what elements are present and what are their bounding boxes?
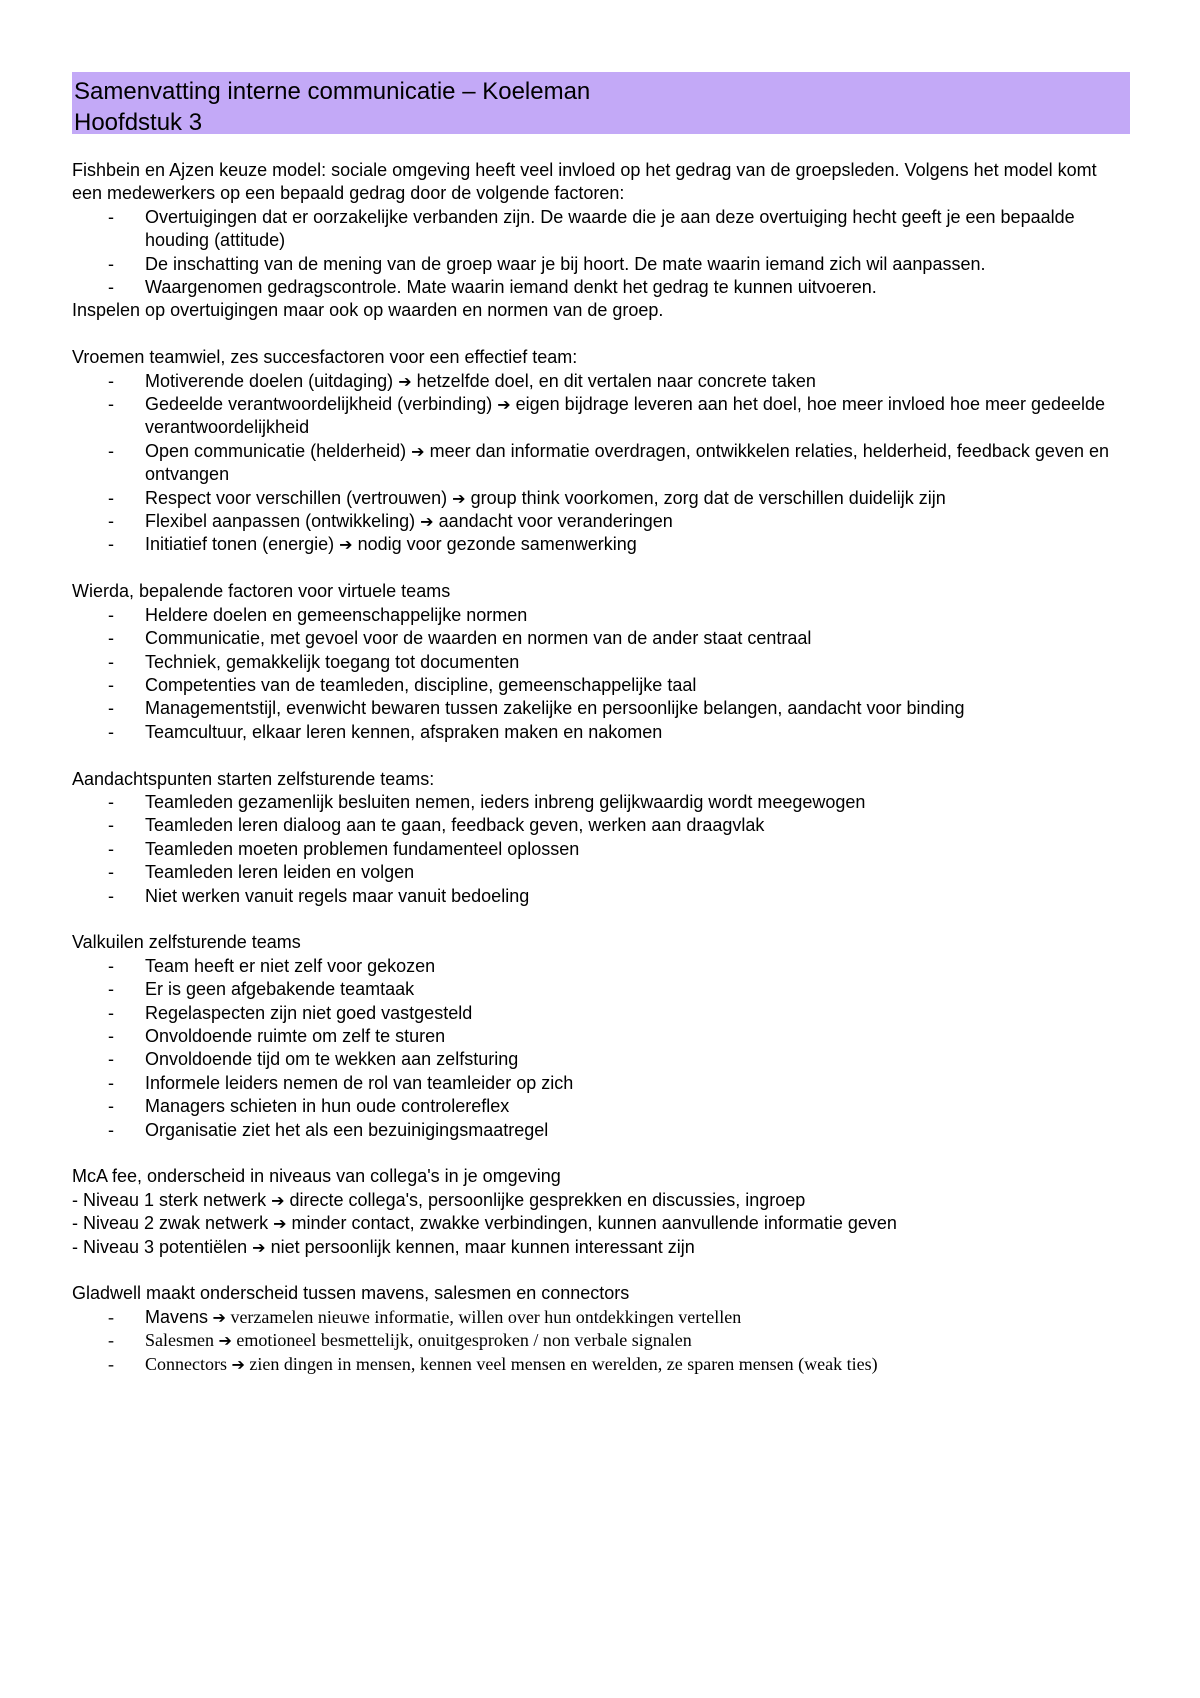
list-item: - Niet werken vanuit regels maar vanuit bedoeling — [72, 885, 1130, 908]
list-item: - Teamleden gezamenlijk besluiten nemen, ieders inbreng gelijkwaardig wordt meegewogen — [72, 791, 1130, 814]
bullet-list — [72, 370, 1130, 557]
list-item — [72, 370, 1130, 393]
list-item — [72, 1329, 1130, 1352]
item-lead: Mavens — [145, 1306, 209, 1327]
list-item: - Heldere doelen en gemeenschappelijke normen — [72, 604, 1130, 627]
section-intro: Wierda, bepalende factoren voor virtuele teams — [72, 581, 451, 602]
item-lead: - Niveau 1 sterk netwerk — [72, 1189, 267, 1210]
item-lead: - Niveau 3 potentiëlen — [72, 1236, 248, 1257]
arrow-icon: ➔ — [339, 535, 353, 555]
arrow-icon: ➔ — [212, 1307, 226, 1327]
item-lead: Respect voor verschillen (vertrouwen) — [145, 487, 448, 508]
item-rest: group think voorkomen, zorg dat de verschillen duidelijk zijn — [470, 487, 946, 508]
item-rest: nodig voor gezonde samenwerking — [357, 534, 637, 555]
list-item: - Waargenomen gedragscontrole. Mate waarin iemand denkt het gedrag te kunnen uitvoeren. — [72, 276, 1130, 299]
item-lead: Motiverende doelen (uitdaging) — [145, 370, 394, 391]
list-item: - Competenties van de teamleden, discipline, gemeenschappelijke taal — [72, 674, 1130, 697]
item-rest: aandacht voor veranderingen — [438, 511, 673, 532]
section-intro: McA fee, onderscheid in niveaus van collega's in je omgeving — [72, 1166, 561, 1187]
section-gladwell — [72, 1282, 1130, 1376]
list-item — [72, 1306, 1130, 1329]
section-intro: Valkuilen zelfsturende teams — [72, 932, 301, 953]
item-rest: verzamelen nieuwe informatie, willen over hun ontdekkingen vertellen — [230, 1306, 742, 1327]
list-item: - Managers schieten in hun oude controlereflex — [72, 1095, 1130, 1118]
section-valkuilen — [72, 931, 1130, 1142]
item-lead: Open communicatie (helderheid) — [145, 440, 407, 461]
list-item: - Informele leiders nemen de rol van teamleider op zich — [72, 1072, 1130, 1095]
section-vroemen — [72, 346, 1130, 557]
item-rest: zien dingen in mensen, kennen veel mensen en werelden, ze sparen mensen (weak ties) — [249, 1353, 878, 1374]
list-item — [72, 440, 1130, 487]
item-rest: hetzelfde doel, en dit vertalen naar concrete taken — [416, 370, 816, 391]
item-rest: directe collega's, persoonlijke gesprekken en discussies, ingroep — [289, 1189, 806, 1210]
document-page — [72, 72, 1130, 1399]
section-fishbein — [72, 159, 1130, 323]
arrow-icon: ➔ — [420, 512, 434, 532]
list-item: - Teamleden leren leiden en volgen — [72, 861, 1130, 884]
section-intro: Fishbein en Ajzen keuze model: sociale omgeving heeft veel invloed op het gedrag van de groepsleden. Volgens het model komt een medewerkers op een bepaald gedrag door de volgende factoren: — [72, 160, 1097, 204]
list-item: - Communicatie, met gevoel voor de waarden en normen van de ander staat centraal — [72, 627, 1130, 650]
list-item: - De inschatting van de mening van de groep waar je bij hoort. De mate waarin iemand zich wil aanpassen. — [72, 253, 1130, 276]
list-item: - Teamleden leren dialoog aan te gaan, feedback geven, werken aan draagvlak — [72, 814, 1130, 837]
list-item: - Overtuigingen dat er oorzakelijke verbanden zijn. De waarde die je aan deze overtuiging hecht geeft je een bepaalde houding (attitude) — [72, 206, 1130, 253]
item-lead: Gedeelde verantwoordelijkheid (verbinding) — [145, 394, 493, 415]
section-mcafee — [72, 1165, 1130, 1259]
list-item: - Managementstijl, evenwicht bewaren tussen zakelijke en persoonlijke belangen, aandacht voor binding — [72, 697, 1130, 720]
list-item: - Onvoldoende ruimte om zelf te sturen — [72, 1025, 1130, 1048]
item-lead: Salesmen — [145, 1330, 214, 1351]
title-box — [72, 72, 1130, 134]
arrow-icon: ➔ — [218, 1331, 232, 1351]
list-item: - Regelaspecten zijn niet goed vastgesteld — [72, 1002, 1130, 1025]
bullet-list — [72, 604, 1130, 744]
list-item: - Teamleden moeten problemen fundamenteel oplossen — [72, 838, 1130, 861]
level-line — [72, 1189, 1130, 1212]
section-intro: Aandachtspunten starten zelfsturende teams: — [72, 768, 435, 789]
list-item: - Organisatie ziet het als een bezuinigingsmaatregel — [72, 1119, 1130, 1142]
list-item — [72, 510, 1130, 533]
arrow-icon: ➔ — [497, 395, 511, 415]
arrow-icon: ➔ — [271, 1190, 285, 1210]
arrow-icon: ➔ — [411, 441, 425, 461]
bullet-list — [72, 1306, 1130, 1376]
document-title: Samenvatting interne communicatie – Koeleman — [74, 78, 591, 105]
item-lead: Flexibel aanpassen (ontwikkeling) — [145, 511, 416, 532]
item-lead: - Niveau 2 zwak netwerk — [72, 1213, 269, 1234]
arrow-icon: ➔ — [398, 371, 412, 391]
list-item — [72, 393, 1130, 440]
section-intro: Vroemen teamwiel, zes succesfactoren voor een effectief team: — [72, 347, 578, 368]
list-item: - Techniek, gemakkelijk toegang tot documenten — [72, 651, 1130, 674]
list-item: - Teamcultuur, elkaar leren kennen, afspraken maken en nakomen — [72, 721, 1130, 744]
list-item: - Er is geen afgebakende teamtaak — [72, 978, 1130, 1001]
bullet-list — [72, 955, 1130, 1142]
item-lead: Initiatief tonen (energie) — [145, 534, 335, 555]
list-item: - Onvoldoende tijd om te wekken aan zelfsturing — [72, 1048, 1130, 1071]
item-rest: emotioneel besmettelijk, onuitgesproken / non verbale signalen — [236, 1330, 692, 1351]
section-intro: Gladwell maakt onderscheid tussen mavens, salesmen en connectors — [72, 1283, 630, 1304]
item-rest: niet persoonlijk kennen, maar kunnen interessant zijn — [270, 1236, 695, 1257]
bullet-list — [72, 791, 1130, 908]
section-outro: Inspelen op overtuigingen maar ook op waarden en normen van de groep. — [72, 300, 664, 321]
chapter-title: Hoofdstuk 3 — [74, 109, 203, 136]
item-rest: minder contact, zwakke verbindingen, kunnen aanvullende informatie geven — [291, 1213, 897, 1234]
arrow-icon: ➔ — [452, 488, 466, 508]
section-wierda — [72, 580, 1130, 744]
arrow-icon: ➔ — [273, 1214, 287, 1234]
section-aandachtspunten — [72, 768, 1130, 908]
list-item — [72, 1353, 1130, 1376]
list-item — [72, 533, 1130, 556]
document-body — [72, 159, 1130, 1376]
item-rest: eigen bijdrage leveren aan het doel, hoe meer invloed hoe meer gedeelde verantwoordelijkheid — [145, 394, 1106, 438]
level-line — [72, 1236, 1130, 1259]
list-item — [72, 487, 1130, 510]
level-line — [72, 1212, 1130, 1235]
arrow-icon: ➔ — [231, 1354, 245, 1374]
bullet-list — [72, 206, 1130, 300]
arrow-icon: ➔ — [252, 1237, 266, 1257]
item-lead: Connectors — [145, 1353, 227, 1374]
item-rest: meer dan informatie overdragen, ontwikkelen relaties, helderheid, feedback geven en ontvangen — [145, 440, 1109, 485]
list-item: - Team heeft er niet zelf voor gekozen — [72, 955, 1130, 978]
